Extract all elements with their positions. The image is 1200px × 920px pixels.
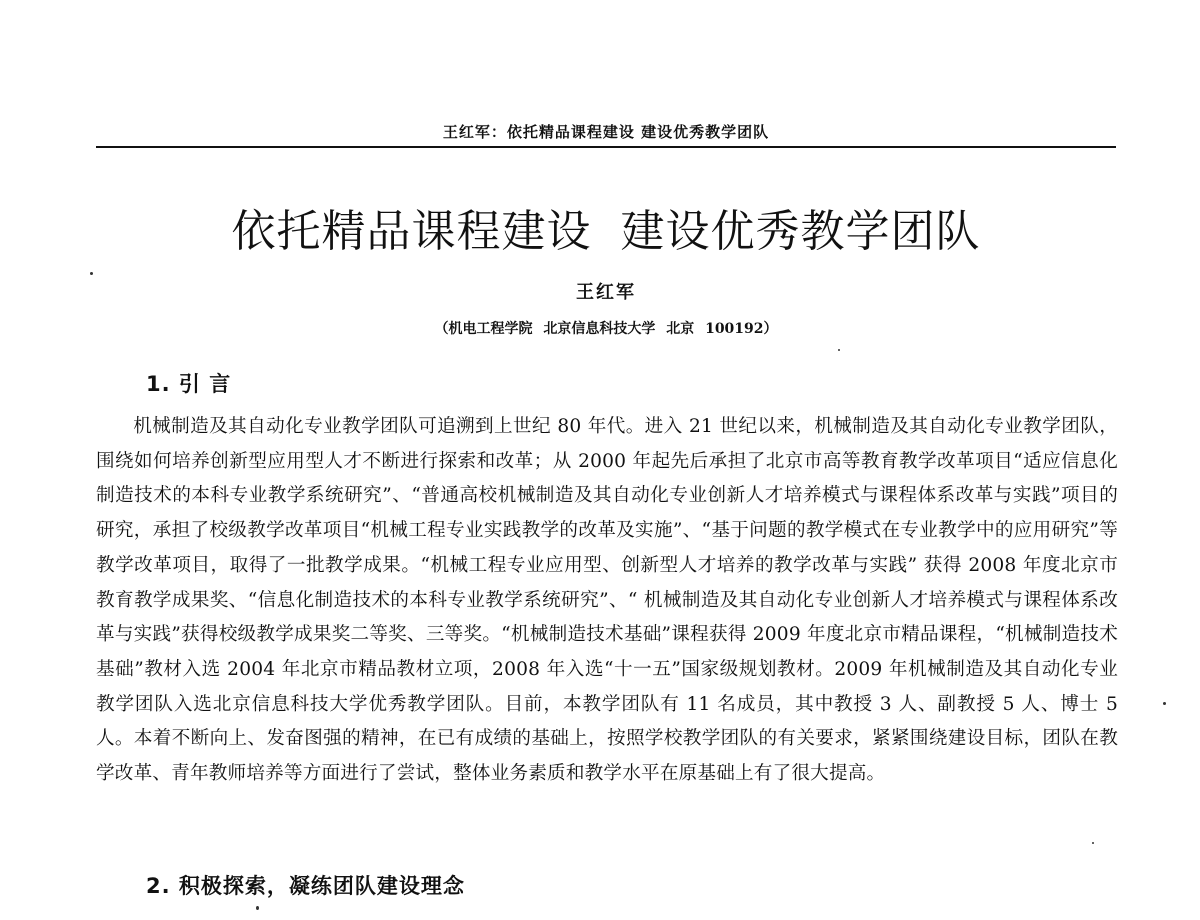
paper-title: 依托精品课程建设 建设优秀教学团队 bbox=[231, 206, 981, 257]
author-affiliation: （机电工程学院 北京信息科技大学 北京 100192） bbox=[434, 321, 778, 337]
scan-speck bbox=[838, 349, 840, 351]
section-heading-team-concept: 2. 积极探索，凝练团队建设理念 bbox=[146, 874, 465, 898]
scan-speck bbox=[256, 906, 259, 910]
section-heading-introduction: 1. 引 言 bbox=[146, 372, 232, 396]
author-name: 王红军 bbox=[576, 282, 636, 303]
scan-speck bbox=[1163, 702, 1166, 705]
running-header: 王红军：依托精品课程建设 建设优秀教学团队 bbox=[442, 123, 770, 141]
introduction-paragraph: 机械制造及其自动化专业教学团队可追溯到上世纪 80 年代。进入 21 世纪以来，机械制造及其自动化专业教学团队，围绕如何培养创新型应用型人才不断进行探索和改革；从 2000 年起先后承担了北京市高等教育教学改革项目“适应信息化制造技术的本科专业教学系统研究”、“普通高校机械制造及其自动化专业创新人才培养模式与课程体系改革与实践”项目的研究，承担了校级教学改革项目“机械工程专业实践教学的改革及实施”、“基于问题的教学模式在专业教学中的应用研究”等教学改革项目，取得了一批教学成果。“机械工程专业应用型、创新型人才培养的教学改革与实践” 获得 2008 年度北京市教育教学成果奖、“信息化制造技术的本科专业教学系统研究”、“ 机械制造及其自动化专业创新人才培养模式与课程体系改革与实践”获得校级教学成果奖二等奖、三等奖。“机械制造技术基础”课程获得 2009 年度北京市精品课程，“机械制造技术基础”教材入选 2004 年北京市精品教材立项，2008 年入选“十一五”国家级规划教材。2009 年机械制造及其自动化专业教学团队入选北京信息科技大学优秀教学团队。目前，本教学团队有 11 名成员，其中教授 3 人、副教授 5 人、博士 5 人。本着不断向上、发奋图强的精神，在已有成绩的基础上，按照学校教学团队的有关要求，紧紧围绕建设目标，团队在教学改革、青年教师培养等方面进行了尝试，整体业务素质和教学水平在原基础上有了很大提高。 bbox=[96, 416, 1118, 785]
scan-speck bbox=[90, 272, 93, 275]
header-rule bbox=[96, 146, 1116, 148]
scan-speck bbox=[1092, 842, 1094, 844]
